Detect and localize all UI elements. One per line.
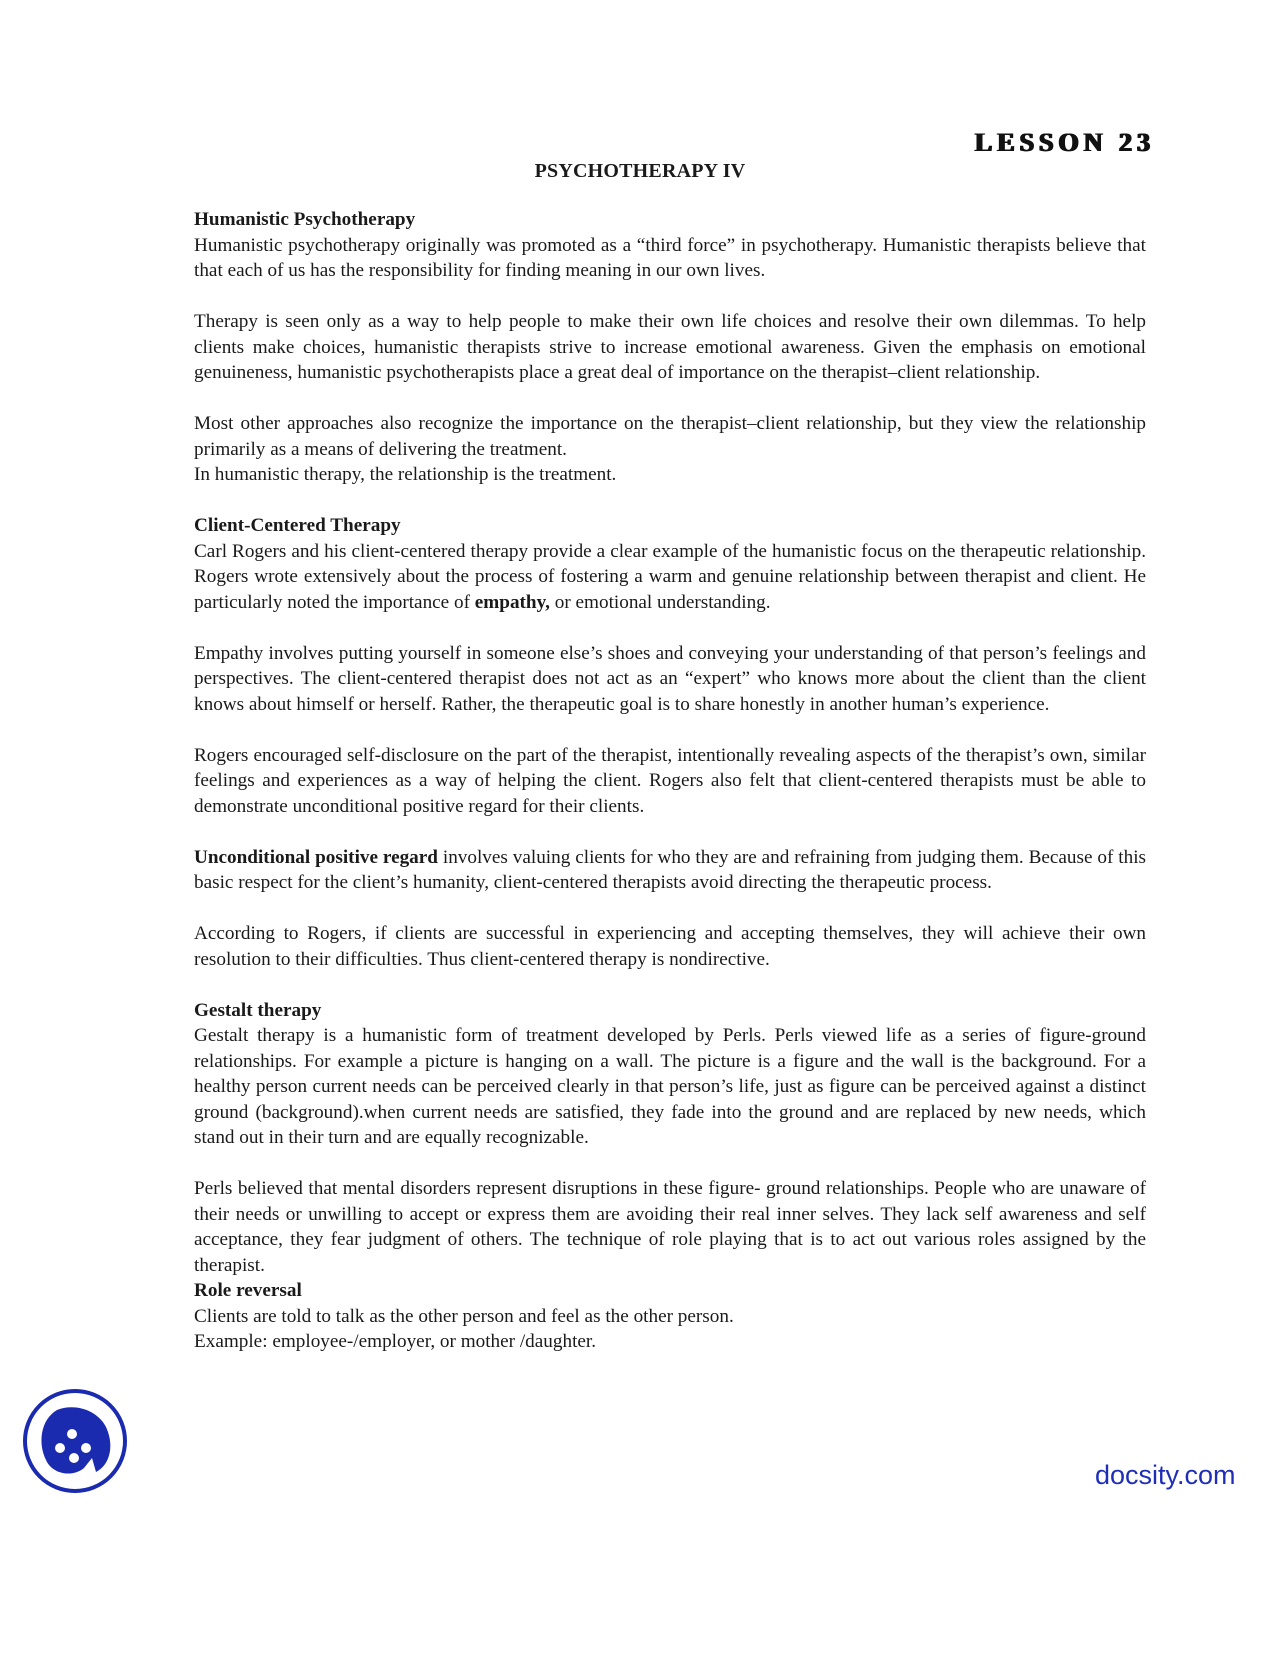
paragraph: Most other approaches also recognize the importance on the therapist–client relationship, but they view the relationship primarily as a means of delivering the treatment. — [194, 413, 1146, 460]
paragraph: Humanistic psychotherapy originally was promoted as a “third force” in psychotherapy. Humanistic therapists believe that that each of us has the responsibility for finding meaning in our own lives. — [194, 234, 1146, 281]
paragraph: Clients are told to talk as the other person and feel as the other person. — [194, 1305, 734, 1327]
paragraph: Rogers encouraged self-disclosure on the part of the therapist, intentionally revealing aspects of the therapist’s own, similar feelings and experiences as a way of helping the client. Rogers also felt that client-centered therapists must be able to demonstrate unconditional positive regard for their clients. — [194, 744, 1146, 817]
text-run: or emotional understanding. — [549, 591, 771, 613]
lesson-number: LESSON 23 — [974, 128, 1155, 157]
section-heading-gestalt: Gestalt therapy — [194, 999, 322, 1021]
paragraph: Gestalt therapy is a humanistic form of treatment developed by Perls. Perls viewed life as a series of figure-ground relationships. For example a picture is hanging on a wall. The picture is a figure and the wall is the background. For a healthy person current needs can be perceived clearly in that person’s life, just as figure can be perceived against a distinct ground (background).when current needs are satisfied, they fade into the ground and are replaced by new needs, which stand out in their turn and are equally recognizable. — [194, 1025, 1146, 1148]
paragraph — [194, 539, 1146, 616]
text-run: involves valuing clients for who they are and refraining from judging them. Because of this basic respect for the client’s humanity, client-centered therapists avoid directing the therapeutic process. — [194, 846, 1146, 893]
paragraph: Therapy is seen only as a way to help people to make their own life choices and resolve their own dilemmas. To help clients make choices, humanistic therapists strive to increase emotional awareness. Given the emphasis on emotional genuineness, humanistic psychotherapists place a great deal of importance on the therapist–client relationship. — [194, 311, 1146, 383]
paragraph — [194, 845, 1146, 896]
paragraph: Example: employee-/employer, or mother /daughter. — [194, 1331, 597, 1352]
section-heading-role-reversal: Role reversal — [194, 1280, 302, 1301]
text-run: Carl Rogers and his client-centered therapy provide a clear example of the humanistic focus on the therapeutic relationship. Rogers wrote extensively about the process of fostering a warm and genuine relationship between therapist and client. He particularly noted the importance of — [194, 540, 1146, 613]
bold-term-empathy: empathy, — [474, 591, 550, 613]
bold-term-unconditional-positive-regard: Unconditional positive regard — [194, 846, 438, 868]
document-body — [194, 207, 1146, 1355]
paragraph: Empathy involves putting yourself in someone else’s shoes and conveying your understanding of that person’s feelings and perspectives. The client-centered therapist does not act as an “expert” who knows more about the client than the client knows about himself or herself. Rather, the therapeutic goal is to share honestly in another human’s experience. — [194, 642, 1146, 715]
docsity-brand-link[interactable]: docsity.com — [1095, 1460, 1236, 1490]
docsity-logo-icon — [22, 1388, 128, 1494]
paragraph: Perls believed that mental disorders represent disruptions in these figure- ground relationships. People who are unaware of their needs or unwilling to accept or express them are avoiding their real inner selves. They lack self awareness and self acceptance, they fear judgment of others. The technique of role playing that is to act out various roles assigned by the therapist. — [194, 1178, 1146, 1276]
paragraph: According to Rogers, if clients are successful in experiencing and accepting themselves, they will achieve their own resolution to their difficulties. Thus client-centered therapy is nondirective. — [194, 923, 1146, 970]
page-title: PSYCHOTHERAPY IV — [534, 160, 746, 182]
section-heading-humanistic: Humanistic Psychotherapy — [194, 209, 416, 230]
section-heading-client-centered: Client-Centered Therapy — [194, 515, 401, 536]
paragraph: In humanistic therapy, the relationship is the treatment. — [194, 464, 617, 485]
